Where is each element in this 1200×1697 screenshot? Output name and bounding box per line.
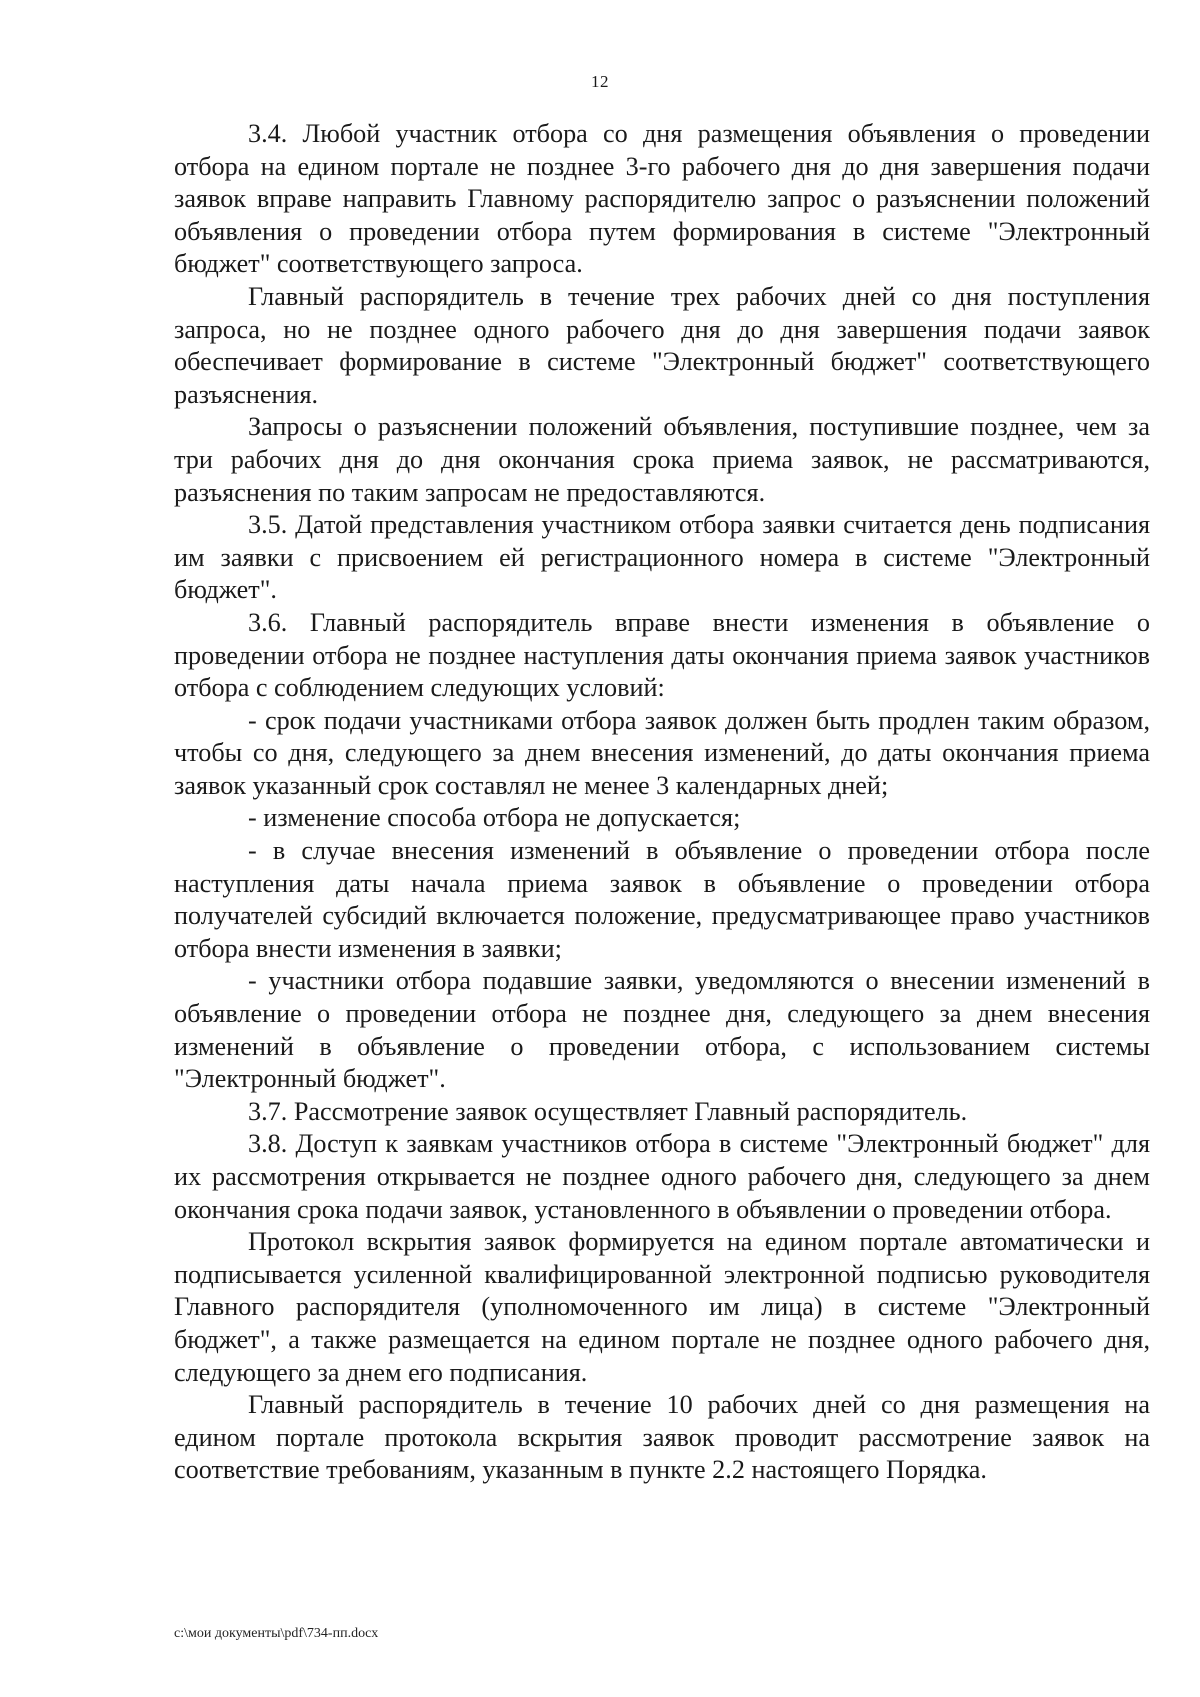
paragraph-3-7: 3.7. Рассмотрение заявок осуществляет Главный распорядитель. — [248, 1096, 968, 1126]
paragraph-3-8: 3.8. Доступ к заявкам участников отбора в системе "Электронный бюджет" для их рассмотрения открывается не позднее одного рабочего дня, следующего за днем окончания срока подачи заявок, установленного в объявлении о проведении отбора. — [174, 1129, 1150, 1224]
paragraph-3-5: 3.5. Датой представления участником отбора заявки считается день подписания им заявки с присвоением ей регистрационного номера в системе "Электронный бюджет". — [174, 510, 1150, 605]
list-item-application-changes: - в случае внесения изменений в объявление о проведении отбора после наступления даты начала приема заявок в объявление о проведении отбора получателей субсидий включается положение, предусматривающее право участников отбора внести изменения в заявки; — [174, 836, 1150, 963]
paragraph-clarification-response: Главный распорядитель в течение трех рабочих дней со дня поступления запроса, но не позднее одного рабочего дня до дня завершения подачи заявок обеспечивает формирование в системе "Электронный бюджет" соответствующего разъяснения. — [174, 281, 1150, 409]
paragraph-opening-protocol: Протокол вскрытия заявок формируется на едином портале автоматически и подписывается усиленной квалифицированной электронной подписью руководителя Главного распорядителя (уполномоченного им лица) в системе "Электронный бюджет", а также размещается на едином портале не позднее одного рабочего дня, следующего за днем его подписания. — [174, 1227, 1150, 1387]
document-body — [174, 118, 1150, 1487]
paragraph-review-period: Главный распорядитель в течение 10 рабочих дней со дня размещения на едином портале протокола вскрытия заявок проводит рассмотрение заявок на соответствие требованиям, указанным в пункте 2.2 настоящего Порядка. — [174, 1390, 1150, 1485]
paragraph-late-requests: Запросы о разъяснении положений объявления, поступившие позднее, чем за три рабочих дня до дня окончания срока приема заявок, не рассматриваются, разъяснения по таким запросам не предоставляются. — [174, 412, 1150, 507]
list-item-method-unchanged: - изменение способа отбора не допускается; — [248, 803, 741, 833]
list-item-deadline-extension: - срок подачи участниками отбора заявок должен быть продлен таким образом, чтобы со дня, следующего за днем внесения изменений, до даты окончания приема заявок указанный срок составлял не менее 3 календарных дней; — [174, 705, 1150, 800]
paragraph-3-6: 3.6. Главный распорядитель вправе внести изменения в объявление о проведении отбора не позднее наступления даты окончания приема заявок участников отбора с соблюдением следующих условий: — [174, 607, 1150, 703]
paragraph-3-4: 3.4. Любой участник отбора со дня размещения объявления о проведении отбора на едином портале не позднее 3-го рабочего дня до дня завершения подачи заявок вправе направить Главному распорядителю запрос о разъяснении положений объявления о проведении отбора путем формирования в системе "Электронный бюджет" соответствующего запроса. — [174, 119, 1150, 279]
footer-file-path: c:\мои документы\pdf\734-пп.docx — [174, 1626, 379, 1641]
list-item-participant-notification: - участники отбора подавшие заявки, уведомляются о внесении изменений в объявление о проведении отбора не позднее дня, следующего за днем внесения изменений в объявление о проведении отбора, с использованием системы "Электронный бюджет". — [174, 966, 1150, 1094]
page-number: 12 — [591, 72, 609, 91]
